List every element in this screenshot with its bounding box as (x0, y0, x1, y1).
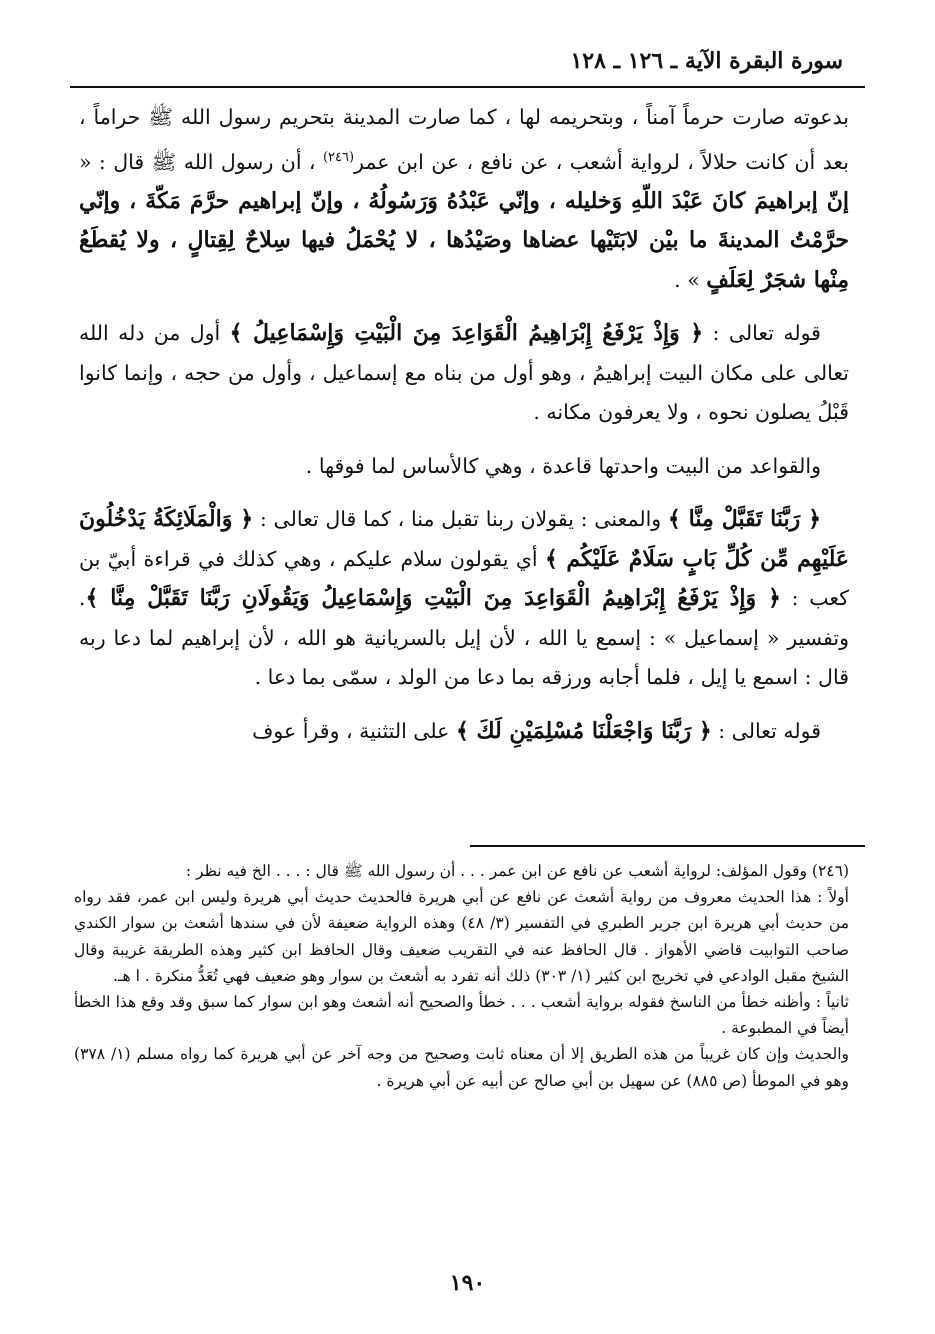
paragraph-5 (79, 712, 849, 752)
paragraph-1 (79, 98, 849, 300)
footnote-reference: (٢٤٦) (322, 149, 355, 165)
header-rule (70, 86, 865, 88)
p5-text-1: قوله تعالى : (711, 718, 821, 743)
quran-verse: ﴿ وَالْمَلَائِكَةُ يَدْخُلُونَ عَلَيْهِم مِّن كُلِّ بَابٍ سَلَامٌ عَلَيْكُم ﴾ (79, 506, 849, 572)
footnote-rule (470, 845, 865, 847)
footnote-intro: (٢٤٦) وقول المؤلف: لرواية أشعب عن نافع عن ابن عمر . . . أن رسول الله ﷺ قال : . . . الخ فيه نظر : (185, 862, 849, 880)
p1-text-1: بدعوته صارت حرماً آمناً ، وبتحريمه لها ، كما صارت المدينة بتحريم رسول الله ﷺ حراماً ، بعد أن كانت حلالاً ، لرواية أشعب ، عن نافع ، عن ابن عمر (79, 105, 849, 174)
quran-verse: ﴿ رَبَّنَا تَقَبَّلْ مِنَّا ﴾ (667, 506, 821, 533)
quran-verse: ﴿ وَإِذْ يَرْفَعُ إِبْرَاهِيمُ الْقَوَاعِدَ مِنَ الْبَيْتِ وَإِسْمَاعِيلُ وَيَقُولَانِ رَبَّنَا تَقَبَّلْ مِنَّا ﴾ (85, 585, 781, 612)
footnotes (74, 858, 849, 1094)
paragraph-3: والقواعد من البيت واحدتها قاعدة ، وهي كالأساس لما فوقها . (305, 453, 821, 478)
paragraph-2 (79, 314, 849, 433)
p5-text-2: على التثنية ، وقرأ عوف (252, 718, 456, 743)
p4-text-3: . وتفسير « إسماعيل » : إسمع يا الله ، لأن إيل بالسريانية هو الله ، لأن إبراهيم لما دعا ربه قال : اسمع يا إيل ، فلما أجابه ورزقه بما دعا من الولد ، سمّى بما دعا . (79, 586, 849, 690)
footnote-third: والحديث وإن كان غريباً من هذه الطريق إلا أن معناه ثابت وصحيح من وجه آخر عن أبي هريرة كما رواه مسلم (١/ ٣٧٨) وهو في الموطأ (ص ٨٨٥) عن سهيل بن أبي صالح عن أبيه عن أبي هريرة . (74, 1045, 849, 1090)
p1-text-2: ، أن رسول الله ﷺ قال : « (79, 149, 323, 174)
running-header: سورة البقرة الآية ـ ١٢٦ ـ ١٢٨ (570, 48, 843, 74)
hadith-quote: إنّ إبراهيمَ كانَ عَبْدَ اللّهِ وَخليله ، وإنّي عَبْدُهُ وَرَسُولُهُ ، وإنّ إبراهيم حرَّمَ مَكّةَ ، وإنّي حرَّمْتُ المدينةَ ما بيْن لابَتَيْها عضاها وصَيْدُها ، لا يُحْمَلُ فيها سِلاحٌ لِقِتالٍ ، ولا يُقطَعُ مِنْها شجَرٌ لِعَلَفٍ (79, 187, 849, 293)
paragraph-4 (79, 500, 849, 698)
footnote-first: أولاً : هذا الحديث معروف من رواية أشعث عن نافع عن أبي هريرة فالحديث حديث أبي هريرة وليس ابن عمر، فقد رواه من حديث أبي هريرة ابن جرير الطبري في التفسير (٣/ ٤٨) وهذه الرواية ضعيفة لأن في سندها أشعث بن سوار الكندي صاحب التوابيت قاضي الأهواز . قال الحافظ عنه في التقريب ضعيف وقال الحافظ ابن كثير وهذه الطريقة غريبة وقال الشيخ مقبل الوادعي في تخريج ابن كثير (١/ ٣٠٣) ذلك أنه تفرد به أشعث بن سوار وهو ضعيف فهي تُعَدُّ منكرة . ا هـ. (74, 888, 849, 985)
main-text (79, 98, 849, 765)
p1-text-3: » . (674, 267, 707, 292)
quran-verse: ﴿ رَبَّنَا وَاجْعَلْنَا مُسْلِمَيْنِ لَكَ ﴾ (455, 717, 712, 744)
p4-text-2: أي يقولون سلام عليكم ، وهي كذلك في قراءة أبيّ بن كعب : (79, 546, 849, 611)
p2-text-2: أول من دله الله تعالى على مكان البيت إبراهيمُ ، وهو أول من بناه مع إسماعيل ، وأول من حجه ، وإنما كانوا قَبْلُ يصلون نحوه ، ولا يعرفون مكانه . (79, 321, 849, 425)
quran-verse: ﴿ وَإِذْ يَرْفَعُ إِبْرَاهِيمُ الْقَوَاعِدَ مِنَ الْبَيْتِ وَإِسْمَاعِيلُ ﴾ (229, 320, 704, 347)
page-number: ١٩٠ (449, 1270, 486, 1296)
p4-text-1: والمعنى : يقولان ربنا تقبل منا ، كما قال تعالى : (253, 507, 668, 532)
footnote-second: ثانياً : وأظنه خطأ من الناسخ فقوله برواية أشعب . . . خطأ والصحيح أنه أشعث وهو ابن سوار كما سبق وقد وقع هذا الخطأ أيضاً في المطبوعة . (74, 993, 849, 1038)
p2-text-1: قوله تعالى : (703, 321, 821, 346)
